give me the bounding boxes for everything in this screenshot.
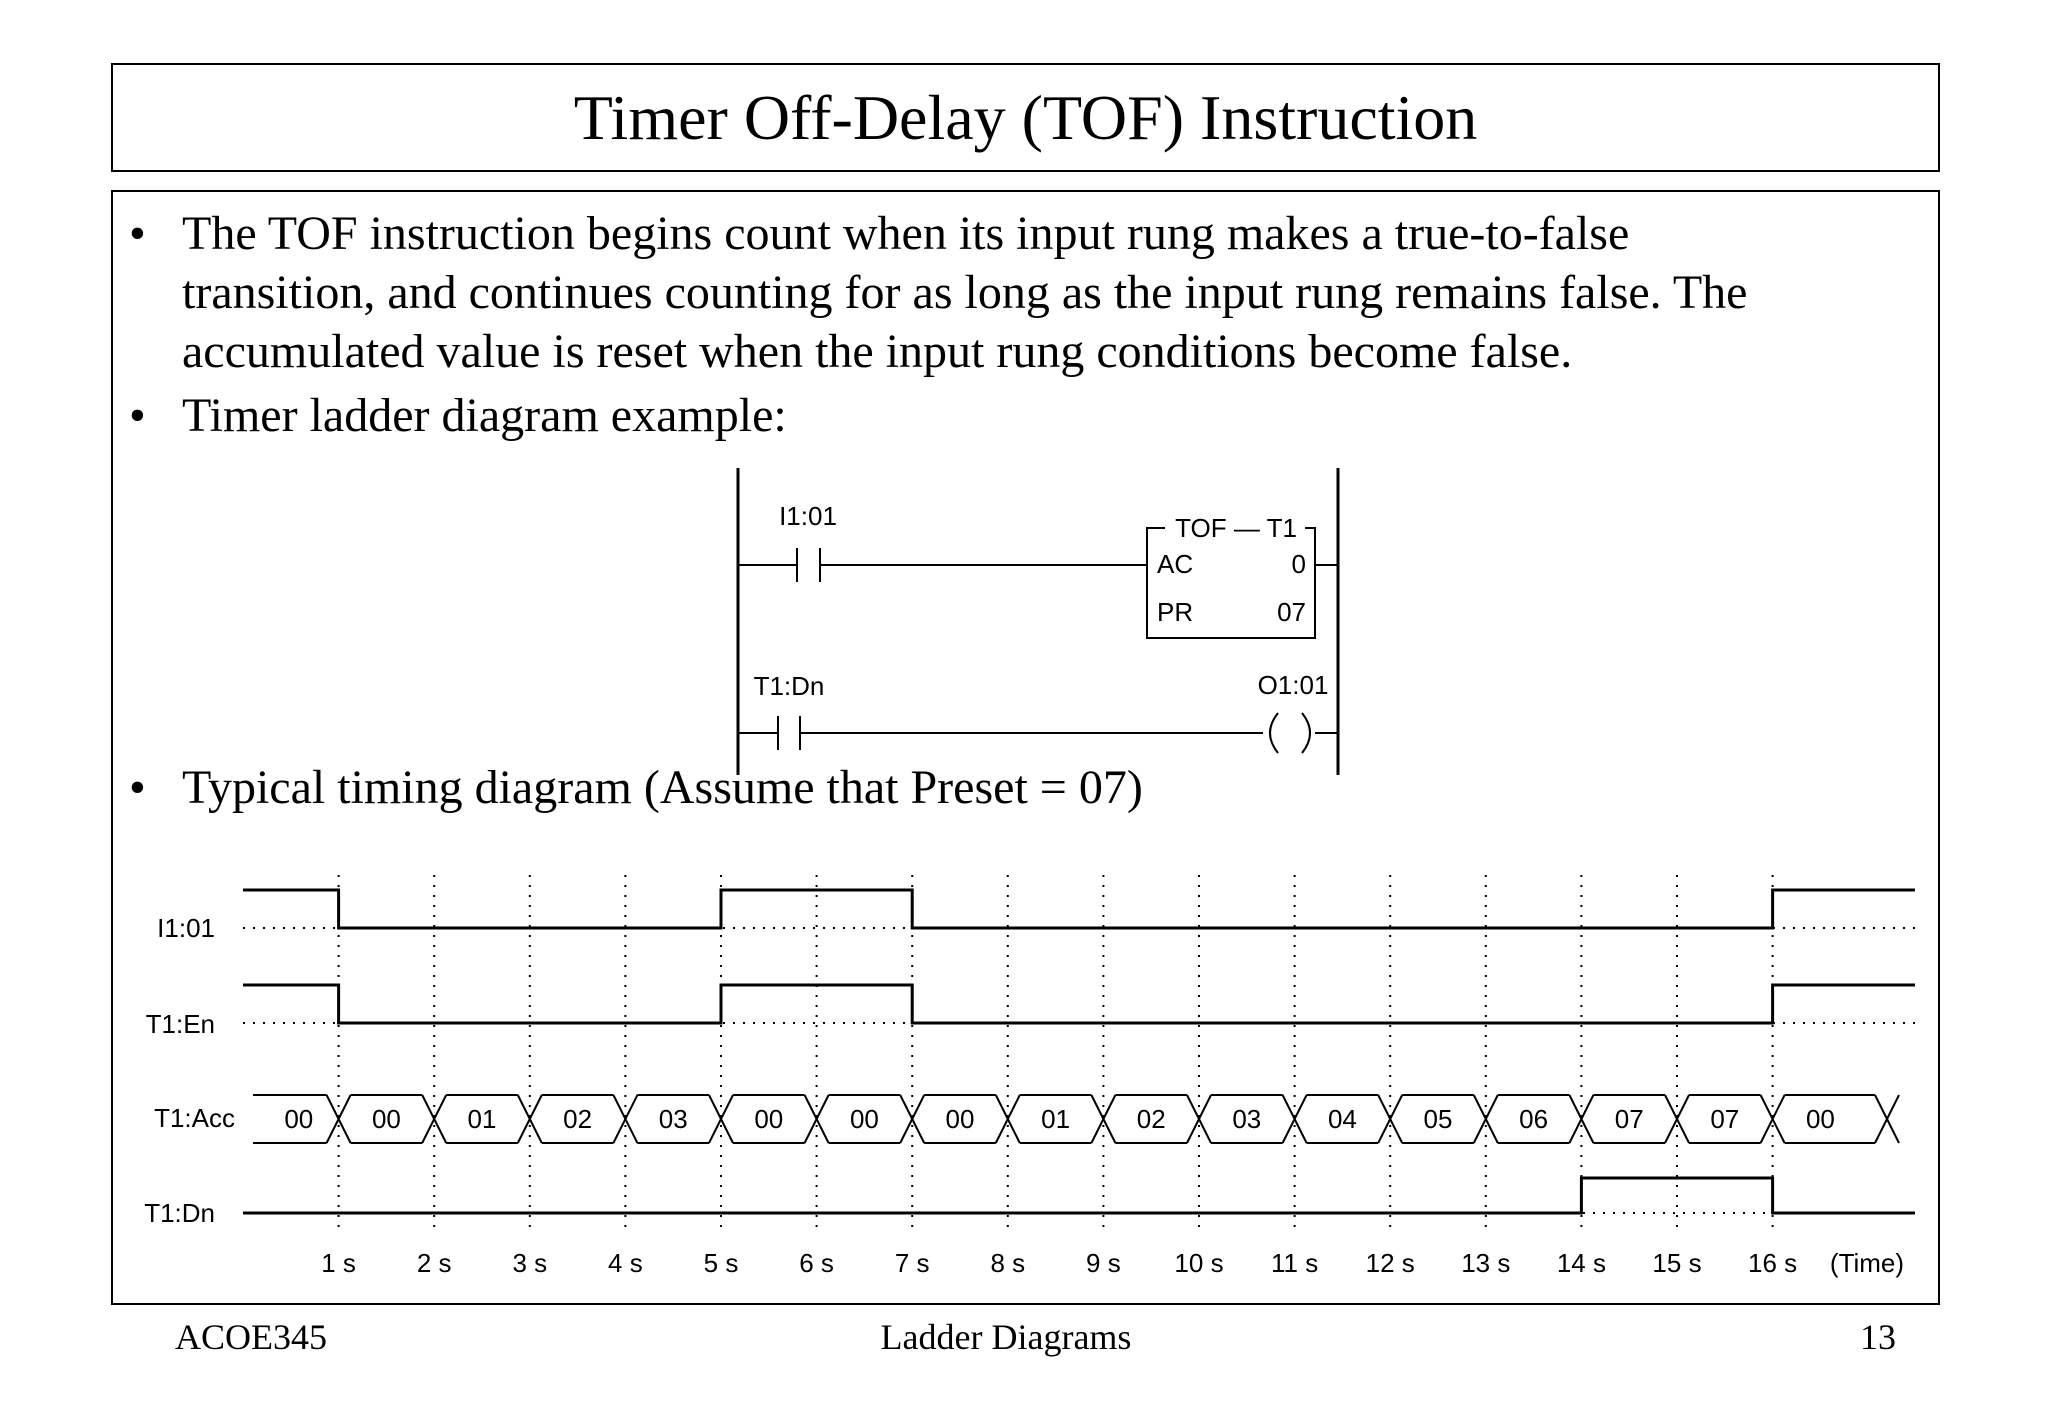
signal-waveform [243, 890, 1915, 928]
time-tick-label: 9 s [1086, 1248, 1121, 1278]
acc-value: 00 [371, 1104, 401, 1134]
acc-value: 00 [945, 1104, 975, 1134]
time-tick-label: 5 s [703, 1248, 739, 1278]
signal-waveform [243, 1178, 1915, 1213]
time-tick-label: 13 s [1461, 1248, 1511, 1278]
acc-value: 02 [563, 1104, 593, 1134]
time-tick-label: 4 s [608, 1248, 643, 1278]
acc-value: 00 [849, 1104, 879, 1134]
acc-value: 06 [1519, 1104, 1549, 1134]
footer-course-code: ACOE345 [175, 1317, 327, 1357]
time-axis-label: (Time) [1829, 1248, 1905, 1278]
acc-value: 07 [1614, 1104, 1644, 1134]
timer-header: TOF — T1 [1175, 513, 1297, 543]
time-tick-label: 3 s [512, 1248, 548, 1278]
coil-o1-01-label: O1:01 [1257, 670, 1329, 700]
time-tick-label: 11 s [1270, 1248, 1319, 1278]
bullet-line: Timer ladder diagram example: [182, 389, 787, 442]
signal-label: T1:En [145, 1009, 215, 1039]
acc-value: 00 [754, 1104, 784, 1134]
time-tick-label: 16 s [1748, 1248, 1798, 1278]
acc-value: 07 [1710, 1104, 1740, 1134]
timer-ac-value: 0 [1291, 549, 1306, 579]
time-tick-label: 14 s [1556, 1248, 1606, 1278]
timer-pr-label: PR [1157, 597, 1194, 627]
time-tick-label: 6 s [799, 1248, 834, 1278]
bullet-dot: • [129, 207, 146, 260]
time-tick-label: 2 s [416, 1248, 452, 1278]
signal-waveform [243, 985, 1915, 1023]
acc-value: 00 [284, 1104, 314, 1134]
bullet-line: Typical timing diagram (Assume that Preset = 07) [182, 761, 1143, 814]
bullet-dot: • [129, 389, 146, 442]
time-tick-label: 15 s [1652, 1248, 1702, 1278]
time-tick-label: 10 s [1174, 1248, 1224, 1278]
page-title: Timer Off-Delay (TOF) Instruction [573, 81, 1478, 153]
time-tick-label: 8 s [990, 1248, 1026, 1278]
bullet-line: transition, and continues counting for as long as the input rung remains false. The [182, 266, 1748, 319]
timer-ac-label: AC [1157, 549, 1194, 579]
signal-label: I1:01 [157, 913, 215, 943]
acc-value: 05 [1423, 1104, 1453, 1134]
acc-value: 02 [1136, 1104, 1166, 1134]
contact-t1-dn-label: T1:Dn [753, 671, 825, 701]
acc-value: 01 [467, 1104, 497, 1134]
acc-value: 03 [658, 1104, 688, 1134]
bullet-line: The TOF instruction begins count when its input rung makes a true-to-false [182, 207, 1630, 260]
bullet-line: accumulated value is reset when the input rung conditions become false. [182, 325, 1573, 378]
bullet-dot: • [129, 761, 146, 814]
footer-topic: Ladder Diagrams [880, 1317, 1132, 1357]
time-tick-label: 12 s [1365, 1248, 1415, 1278]
time-tick-label: 1 s [321, 1248, 356, 1278]
signal-label: T1:Dn [144, 1198, 215, 1228]
acc-transition-cross [1875, 1095, 1899, 1143]
acc-value: 01 [1041, 1104, 1071, 1134]
acc-value: 00 [1805, 1104, 1835, 1134]
timer-pr-value: 07 [1277, 597, 1306, 627]
acc-value: 04 [1327, 1104, 1357, 1134]
time-tick-label: 7 s [894, 1248, 930, 1278]
contact-i1-01-label: I1:01 [779, 501, 837, 531]
acc-value: 03 [1232, 1104, 1262, 1134]
signal-label: T1:Acc [154, 1103, 235, 1133]
footer-page-number: 13 [1860, 1317, 1896, 1357]
